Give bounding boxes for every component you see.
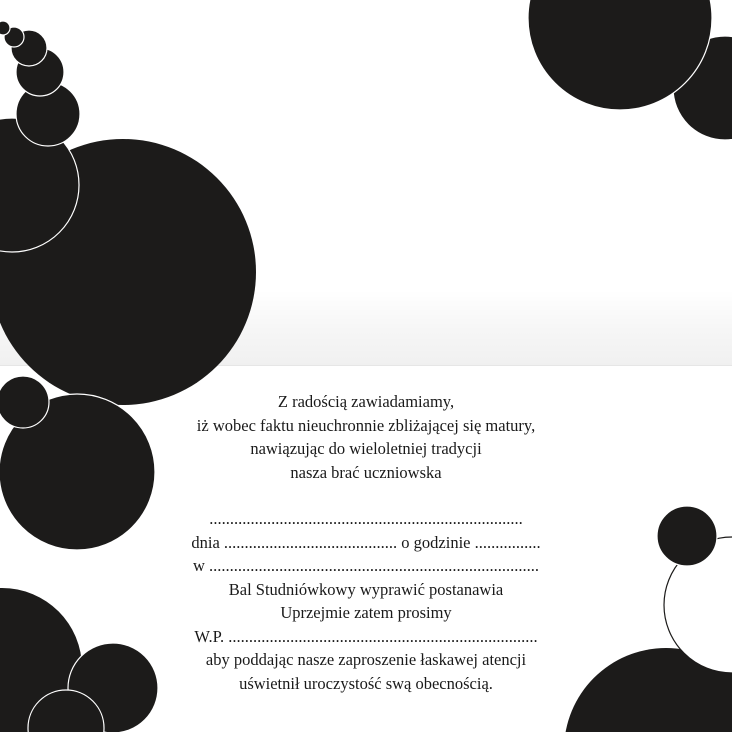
venue-field: w ................................................................................ bbox=[192, 556, 540, 575]
intro-line: iż wobec faktu nieuchronnie zbliżającej się matury, bbox=[196, 415, 536, 435]
intro-line: nasza brać uczniowska bbox=[290, 462, 442, 482]
closing-line: aby poddając nasze zaproszenie łaskawej atencji bbox=[205, 650, 527, 669]
body-line: Bal Studniówkowy wyprawić postanawia bbox=[228, 579, 504, 599]
intro-line: nawiązując do wieloletniej tradycji bbox=[250, 439, 482, 458]
decor-circle bbox=[0, 21, 10, 35]
closing-line: uświetnił uroczystość swą obecnością. bbox=[239, 673, 493, 693]
body-line: Uprzejmie zatem prosimy bbox=[280, 603, 452, 622]
school-name-field: ............................................................................ bbox=[209, 509, 523, 528]
intro-line: Z radością zawiadamiamy, bbox=[277, 392, 455, 411]
date-time-field: dnia .......................................... o godzinie ................ bbox=[191, 532, 541, 552]
invitation-text bbox=[0, 390, 732, 695]
guest-name-field: W.P. ........................................................................... bbox=[194, 626, 538, 646]
spacer bbox=[0, 484, 732, 507]
